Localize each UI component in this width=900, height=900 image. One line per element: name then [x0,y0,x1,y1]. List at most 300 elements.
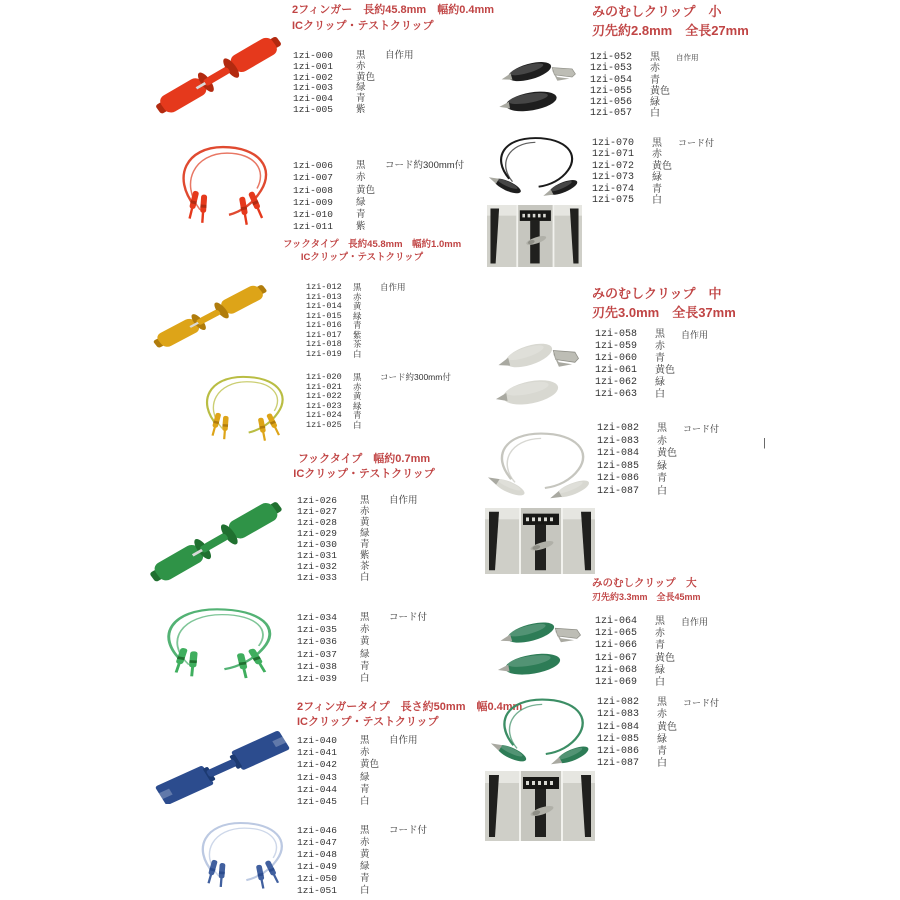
product-list-mino-small-loose [590,52,699,120]
product-row [297,661,427,673]
product-color-name: 茶 [353,339,362,349]
product-code: 1zi-042 [297,759,337,771]
product-code: 1zi-002 [293,71,333,83]
product-color-name: 青 [657,473,667,485]
product-note [674,86,676,97]
product-color-name: 紫 [360,550,370,561]
product-color-name: 青 [360,873,370,885]
product-color-name: 赤 [360,747,370,759]
section-title: 2フィンガータイプ 長さ約50mm 幅0.4mm [297,701,523,713]
product-code: 1zi-047 [297,837,337,849]
product-row [306,350,406,360]
product-color-name: 黄色 [657,721,677,733]
product-color-name: 黄 [360,849,370,861]
product-row [595,653,708,665]
product-color-name: 緑 [652,172,662,184]
product-color-name: 青 [360,539,370,550]
product-note [679,377,681,389]
product-code: 1zi-050 [297,873,337,885]
section-title: みのむしクリップ 大 [592,577,697,589]
product-row [590,97,699,108]
product-note [681,473,683,486]
product-row [293,172,464,184]
product-code: 1zi-072 [592,160,635,172]
product-code: 1zi-064 [595,616,638,627]
product-color-name: 赤 [353,291,362,302]
product-code: 1zi-062 [595,377,638,388]
product-color-name: 白 [657,485,667,497]
product-note [674,108,676,119]
product-code: 1zi-014 [306,301,342,311]
product-row [597,746,719,758]
product-color-name: 白 [360,885,370,897]
product-list-mino-mid-cord [597,423,719,499]
product-note [679,640,681,652]
product-row [592,172,714,183]
product-note [378,402,380,412]
product-note [383,83,385,94]
product-code: 1zi-056 [590,97,633,109]
product-note [387,759,389,771]
product-code: 1zi-030 [297,539,337,550]
product-code: 1zi-066 [595,640,638,652]
product-color-name: 赤 [360,506,370,517]
section-header-yellow-hook [283,238,462,264]
product-code: 1zi-023 [306,400,342,411]
product-list-blue-loose [297,735,418,808]
product-color-name: 黒 [360,735,370,746]
product-color-name: 白 [657,758,667,770]
section-subtitle: 刃先約2.8mm 全長27mm [592,23,749,38]
product-code: 1zi-025 [306,419,342,430]
product-photo-green-clips [146,497,288,582]
product-code: 1zi-052 [590,52,633,63]
product-row [592,184,714,195]
product-color-name: 青 [652,183,662,195]
product-color-name: 赤 [657,435,667,447]
product-color-name: 白 [655,389,665,400]
caliper-measurement-photo-mid [485,508,595,574]
product-photo-blue-clips [155,726,290,804]
caliper-measurement-photo-large [485,771,595,841]
product-photo-yellow-cord [190,371,300,450]
product-row [297,561,418,572]
product-color-name: 青 [655,640,665,652]
product-row [595,353,708,365]
product-code: 1zi-084 [597,448,640,460]
product-note [387,624,389,636]
product-color-name: 緑 [360,528,370,539]
product-note [387,636,389,648]
product-color-name: 青 [353,320,362,330]
product-row [590,75,699,86]
product-color-name: 黒 [650,52,660,63]
product-color-name: 黒 [655,329,665,340]
product-note [378,293,380,303]
product-list-mino-mid-loose [595,329,708,401]
section-title: フックタイプ 長約45.8mm 幅約1.0mm [283,239,462,250]
product-code: 1zi-035 [297,624,337,636]
product-row [597,473,719,486]
product-note [681,461,683,474]
product-color-name: 茶 [360,561,370,572]
product-code: 1zi-027 [297,506,337,517]
product-note [676,184,678,195]
product-note [378,312,380,322]
product-code: 1zi-053 [590,63,633,75]
product-code: 1zi-013 [306,291,342,302]
product-code: 1zi-024 [306,410,342,420]
product-note [378,392,380,402]
product-code: 1zi-021 [306,381,342,392]
product-code: 1zi-087 [597,758,640,770]
section-header-minomushi-small [592,2,749,40]
product-color-name: 緑 [655,664,665,676]
product-color-name: 青 [353,410,362,420]
product-color-name: 黒 [353,282,362,292]
section-header-blue-2finger [297,700,522,730]
product-row [595,677,708,689]
product-note [387,572,389,583]
product-row [306,421,451,431]
product-color-name: 黄 [353,391,362,401]
product-code: 1zi-043 [297,771,337,783]
product-row [297,612,427,624]
product-note: コード約300mm付 [380,372,451,382]
product-code: 1zi-029 [297,528,337,539]
product-note [681,758,683,770]
product-color-name: 黄 [360,636,370,648]
product-code: 1zi-051 [297,885,337,897]
product-code: 1zi-036 [297,636,337,648]
product-row [590,108,699,119]
product-note [681,436,683,449]
product-row [590,52,699,63]
section-subtitle: ICクリップ・テストクリップ [293,468,435,480]
product-color-name: 黄色 [360,759,380,771]
product-note [387,772,389,784]
product-code: 1zi-054 [590,74,633,86]
product-row [590,63,699,74]
product-row [597,697,719,709]
product-row [597,448,719,461]
product-code: 1zi-004 [293,93,333,105]
product-row [595,365,708,377]
product-row [592,195,714,206]
product-code: 1zi-074 [592,183,635,195]
product-photo-red-cord [165,140,285,236]
product-row [297,539,418,550]
product-code: 1zi-015 [306,310,342,321]
product-note [679,365,681,377]
product-list-red-cord [293,160,464,234]
product-list-green-loose [297,495,418,583]
product-color-name: 黄色 [356,184,376,196]
product-code: 1zi-085 [597,460,640,472]
product-row [597,734,719,746]
section-subtitle: ICクリップ・テストクリップ [292,20,434,32]
product-note [383,105,385,116]
product-note [387,849,389,861]
product-row [297,873,427,885]
product-code: 1zi-070 [592,138,635,149]
product-note [681,486,683,499]
product-row [297,673,427,685]
product-row [293,105,414,116]
product-note [676,172,678,183]
product-color-name: 青 [360,660,370,672]
product-note [679,677,681,689]
product-color-name: 白 [360,796,370,808]
product-note [681,734,683,746]
product-code: 1zi-022 [306,391,342,401]
product-note [383,172,385,184]
product-code: 1zi-048 [297,849,337,861]
section-subtitle: ICクリップ・テストクリップ [300,252,424,263]
product-code: 1zi-018 [306,339,342,349]
product-code: 1zi-044 [297,783,337,795]
product-row [592,149,714,160]
product-color-name: 白 [360,673,370,685]
product-color-name: 黒 [353,372,362,382]
product-code: 1zi-001 [293,60,333,72]
product-color-name: 黒 [657,697,667,708]
product-note: 自作用 [385,50,414,61]
product-row [297,528,418,539]
product-code: 1zi-026 [297,495,337,506]
product-color-name: 黒 [360,612,370,623]
product-note: 自作用 [681,330,709,340]
product-color-name: 緑 [360,861,370,873]
product-code: 1zi-019 [306,348,342,359]
product-row [297,636,427,648]
product-note [387,649,389,661]
product-color-name: 白 [655,677,665,689]
product-color-name: 紫 [356,221,366,233]
product-code: 1zi-012 [306,282,342,292]
product-code: 1zi-075 [592,195,635,207]
product-note [378,302,380,312]
product-color-name: 黄色 [655,365,675,376]
product-code: 1zi-086 [597,746,640,758]
product-note: 自作用 [681,617,709,627]
product-note [387,673,389,685]
product-note [679,389,681,401]
product-note [378,383,380,393]
product-note [674,75,676,86]
product-color-name: 黒 [356,50,366,61]
product-note: コード付 [389,612,428,623]
product-note: コード付 [678,138,715,148]
product-color-name: 緑 [356,196,366,208]
product-color-name: 白 [360,572,370,583]
product-code: 1zi-040 [297,735,337,746]
product-row [297,759,418,771]
product-color-name: 緑 [353,400,362,411]
product-note [387,885,389,897]
product-code: 1zi-016 [306,320,342,330]
product-code: 1zi-017 [306,329,342,340]
product-row [297,861,427,873]
product-note [387,506,389,517]
product-row [297,735,418,747]
section-title: みのむしクリップ 小 [592,4,722,19]
product-color-name: 黄色 [650,85,670,97]
product-row [293,160,464,172]
product-note [676,195,678,206]
product-row [297,796,418,808]
product-note [387,747,389,759]
product-color-name: 赤 [360,837,370,849]
caliper-measurement-photo-small [487,205,582,267]
product-color-name: 緑 [360,771,370,783]
product-color-name: 青 [356,209,366,221]
product-code: 1zi-082 [597,697,640,708]
product-note [387,784,389,796]
product-row [297,772,418,784]
product-code: 1zi-063 [595,389,638,400]
product-row [595,341,708,353]
product-code: 1zi-037 [297,648,337,660]
product-color-name: 黄色 [652,160,672,172]
product-note [676,149,678,160]
product-photo-red-clips [152,32,287,114]
product-color-name: 赤 [657,709,667,721]
product-color-name: 赤 [652,149,662,161]
product-note [378,340,380,350]
product-row [297,550,418,561]
product-photo-black-gator-cord [488,133,586,201]
product-note [681,722,683,734]
product-note: 自作用 [380,282,406,292]
product-row [597,709,719,721]
section-subtitle: 刃先3.0mm 全長37mm [592,305,736,320]
product-photo-black-gator-clips [492,55,586,123]
product-code: 1zi-083 [597,435,640,447]
product-note [679,628,681,640]
product-color-name: 赤 [655,628,665,640]
product-row [297,495,418,506]
product-note [378,321,380,331]
product-row [595,665,708,677]
section-subtitle: ICクリップ・テストクリップ [297,716,439,728]
product-note: コード約300mm付 [385,160,465,171]
product-code: 1zi-031 [297,550,337,561]
product-color-name: 緑 [657,733,667,745]
product-note [387,517,389,528]
product-row [297,885,427,897]
product-color-name: 青 [360,783,370,795]
product-code: 1zi-059 [595,341,638,352]
product-photo-yellow-clips [150,281,272,348]
product-note [383,185,385,197]
product-color-name: 黄色 [356,71,376,83]
product-code: 1zi-033 [297,572,337,583]
product-color-name: 赤 [356,60,366,72]
product-note [378,331,380,341]
product-list-blue-cord [297,825,427,898]
product-code: 1zi-086 [597,473,640,485]
product-row [297,825,427,837]
product-color-name: 黒 [356,160,366,171]
product-color-name: 白 [353,348,362,359]
product-row [595,628,708,640]
product-code: 1zi-058 [595,329,638,340]
product-color-name: 赤 [650,63,660,75]
product-color-name: 赤 [353,381,362,392]
product-row [293,197,464,209]
product-code: 1zi-011 [293,221,333,233]
product-row [297,649,427,661]
product-photo-blue-cord [185,817,300,898]
product-photo-green-cord [146,603,293,688]
product-note [383,197,385,209]
product-code: 1zi-000 [293,50,333,61]
product-row [597,486,719,499]
product-row [297,837,427,849]
product-note [383,94,385,105]
product-row [297,624,427,636]
product-note [679,665,681,677]
product-color-name: 白 [652,195,662,207]
product-code: 1zi-061 [595,365,638,376]
product-photo-green-gator-clips [490,615,592,687]
product-note: コード付 [389,825,428,836]
product-row [592,161,714,172]
product-row [597,461,719,474]
section-header-minomushi-mid [592,284,736,322]
product-code: 1zi-069 [595,677,638,689]
product-code: 1zi-083 [597,709,640,721]
stray-cursor-mark: | [763,437,766,449]
product-note [681,709,683,721]
product-color-name: 青 [655,353,665,364]
product-list-mino-large-loose [595,616,708,689]
product-code: 1zi-006 [293,160,333,171]
product-note [679,341,681,353]
product-row [297,784,418,796]
product-color-name: 黒 [360,825,370,836]
product-row [297,517,418,528]
product-color-name: 白 [650,108,660,120]
product-note [383,209,385,221]
product-code: 1zi-067 [595,652,638,664]
product-code: 1zi-087 [597,485,640,497]
product-row [293,62,414,73]
product-note [387,550,389,561]
product-color-name: 赤 [356,172,366,184]
product-color-name: 黒 [652,138,662,149]
product-note [679,353,681,365]
section-subtitle: 刃先約3.3mm 全長45mm [592,592,701,602]
product-row [597,722,719,734]
product-list-mino-small-cord [592,138,714,206]
product-note [387,837,389,849]
product-list-yellow-loose [306,283,406,359]
product-note [681,448,683,461]
product-code: 1zi-046 [297,825,337,836]
product-photo-green-gator-cord [490,694,598,770]
product-color-name: 緑 [356,82,366,94]
product-row [590,86,699,97]
product-row [297,849,427,861]
product-color-name: 赤 [360,624,370,636]
product-color-name: 黄 [353,301,362,311]
product-code: 1zi-073 [592,172,635,184]
product-color-name: 黄色 [655,652,675,664]
product-code: 1zi-032 [297,561,337,572]
product-color-name: 緑 [655,377,665,388]
